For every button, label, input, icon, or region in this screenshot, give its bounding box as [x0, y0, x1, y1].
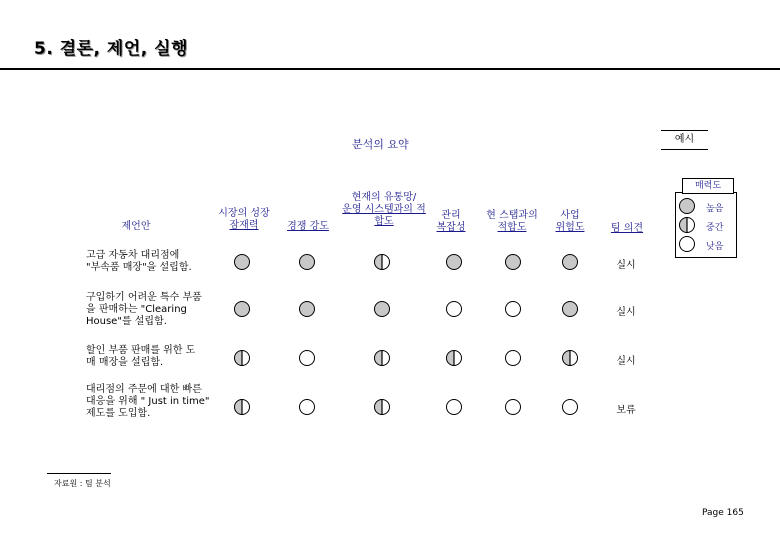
legend-title: 매력도	[682, 178, 734, 194]
example-label: 예시	[661, 130, 708, 150]
header-complexity: 관리 복잡성	[436, 210, 466, 233]
legend-label-high: 높음	[706, 204, 724, 214]
legend-symbol-low	[678, 235, 696, 253]
page-number: Page 165	[702, 508, 744, 518]
row-result-2: 실시	[616, 307, 636, 318]
header-market-growth: 시장의 성장 잠재력	[218, 208, 270, 231]
legend-label-low: 낮음	[706, 242, 724, 252]
row-label-1: 고급 자동차 대리점에 "부속품 매장"을 설립함.	[86, 250, 192, 273]
legend-symbol-high	[678, 197, 696, 215]
legend-label-mid: 중간	[706, 223, 724, 233]
source-note: 자료원 : 팀 분석	[54, 479, 111, 488]
row-label-3: 할인 부품 판매를 위한 도 매 매장을 설립함.	[86, 345, 196, 368]
row-result-3: 실시	[616, 356, 636, 367]
header-staff-fit: 현 스탭과의 적합도	[486, 210, 538, 233]
header-proposal: 제언안	[121, 221, 151, 232]
summary-heading: 분석의 요약	[352, 138, 409, 151]
row-label-2: 구입하기 어려운 특수 부품 을 판매하는 "Clearing House"를 설립함.	[86, 292, 202, 327]
row-result-1: 실시	[616, 260, 636, 271]
row-result-4: 보류	[616, 405, 636, 416]
header-competition: 경쟁 강도	[287, 221, 329, 232]
header-channel-fit: 현재의 유통망/ 운영 시스템과의 적 합도	[342, 192, 426, 227]
header-business-risk: 사업 위험도	[555, 210, 585, 233]
legend-symbol-mid	[678, 216, 696, 234]
source-divider	[47, 473, 111, 474]
page-title: 5. 결론, 제언, 실행	[34, 39, 188, 59]
row-label-4: 대리점의 주문에 대한 빠른 대응을 위해 " Just in time" 제도를 도입함.	[86, 384, 210, 419]
header-team-opinion: 팀 의견	[610, 223, 644, 234]
